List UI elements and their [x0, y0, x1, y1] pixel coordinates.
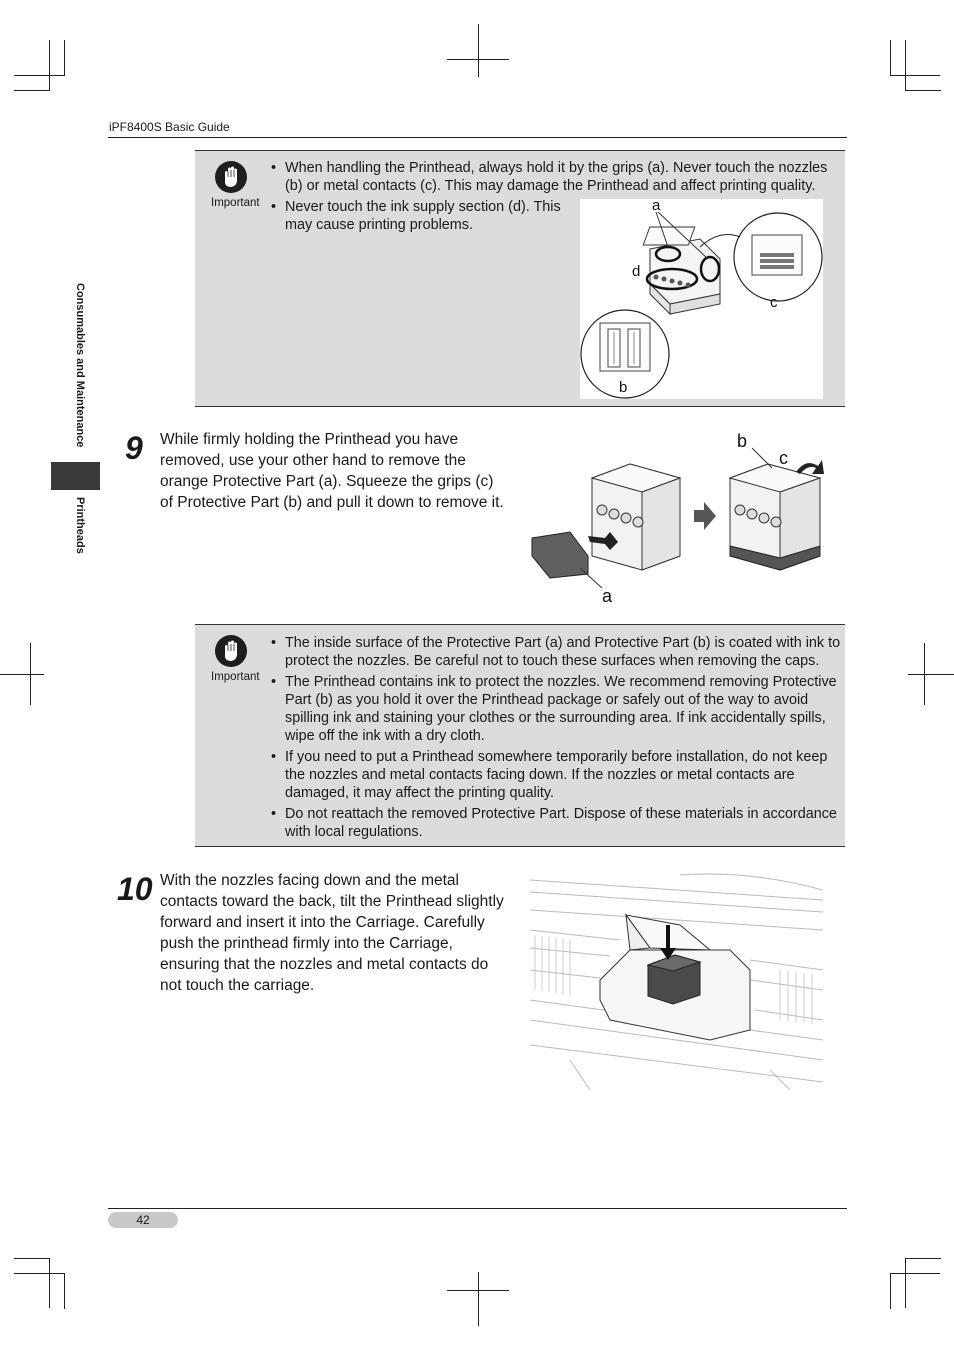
figure-label-a: a: [602, 586, 613, 606]
crop-mark: [14, 75, 64, 76]
document-title: iPF8400S Basic Guide: [109, 120, 230, 134]
step-number: 9: [125, 430, 143, 466]
crop-mark: [64, 40, 65, 76]
figure-label-b: b: [619, 379, 628, 396]
crop-mark: [905, 40, 906, 90]
insert-printhead-figure: [530, 870, 823, 1090]
important-note: [195, 624, 845, 847]
hand-stop-icon: [215, 635, 247, 667]
crop-mark: [49, 1258, 50, 1308]
registration-mark: [478, 1272, 479, 1326]
page-number: 42: [108, 1212, 178, 1228]
note-bullet: • The Printhead contains ink to protect the nozzles. We recommend removing Protective Part (b) as you hold it over the Printhead package or safely out of the way to avoid spilling ink and staining your clothes or the surrounding area. If ink accidentally spills, wipe off the ink with a dry cloth.: [271, 673, 841, 745]
registration-mark: [30, 643, 31, 705]
important-badge: [211, 635, 260, 683]
registration-mark: [924, 643, 925, 705]
side-subsection-label: Printheads: [74, 497, 86, 554]
protective-part-a: [532, 532, 588, 578]
figure-label-d: d: [632, 263, 641, 280]
step-instruction: While firmly holding the Printhead you have removed, use your other hand to remove the orange Protective Part (a). Squeeze the grips (c) of Protective Part (b) and pull it down to remove it.: [160, 431, 504, 511]
note-bullet: • The inside surface of the Protective Part (a) and Protective Part (b) is coated with ink to protect the nozzles. Be careful not to touch these surfaces when removing the caps.: [271, 634, 841, 670]
note-bullet-list: [271, 634, 841, 844]
important-badge: [211, 161, 260, 209]
crop-mark: [49, 40, 50, 90]
figure-label-a: a: [652, 199, 661, 214]
important-label: Important: [211, 197, 260, 209]
crop-mark: [890, 1273, 940, 1274]
crop-mark: [905, 90, 941, 91]
note-bullet-list: [271, 198, 561, 237]
crop-mark: [905, 1258, 906, 1308]
registration-mark: [908, 674, 954, 675]
header-divider: [108, 137, 847, 138]
grip-squeeze-arrow-icon: [796, 460, 824, 474]
hand-stop-icon: [215, 161, 247, 193]
note-bullet: • When handling the Printhead, always hold it by the grips (a). Never touch the nozzles (b) or metal contacts (c). This may damage the Printhead and affect printing quality.: [271, 159, 836, 195]
side-section-label: Consumables and Maintenance: [74, 283, 86, 448]
crop-mark: [64, 1273, 65, 1309]
crop-mark: [14, 1273, 64, 1274]
important-note: [195, 150, 845, 407]
crop-mark: [890, 40, 891, 76]
figure-label-b: b: [737, 431, 748, 451]
step-instruction: With the nozzles facing down and the metal contacts toward the back, tilt the Printhead slightly forward and insert it into the Carriage. Carefully push the printhead firmly into the Carriage, ensuring that the nozzles and metal contacts do not touch the carriage.: [160, 872, 504, 994]
next-step-arrow-icon: [694, 502, 716, 530]
note-bullet: • If you need to put a Printhead somewhere temporarily before installation, do not keep the nozzles and metal contacts facing down. If the nozzles or metal contacts are damaged, it may affect the printing quality.: [271, 748, 841, 802]
note-bullet-list: [271, 159, 836, 198]
crop-mark: [14, 1258, 50, 1259]
registration-mark: [0, 674, 44, 675]
crop-mark: [890, 75, 940, 76]
footer-divider: [108, 1208, 847, 1209]
note-bullet: • Do not reattach the removed Protective Part. Dispose of these materials in accordance with local regulations.: [271, 805, 841, 841]
registration-mark: [478, 24, 479, 77]
printhead-illustration: [648, 955, 700, 1004]
figure-label-c: c: [770, 294, 778, 311]
crop-mark: [890, 1273, 891, 1309]
printhead-illustration: [592, 464, 680, 570]
figure-label-c: c: [779, 448, 788, 468]
printhead-handling-figure: [580, 199, 823, 399]
crop-mark: [905, 1258, 941, 1259]
note-bullet: • Never touch the ink supply section (d). This may cause printing problems.: [271, 198, 561, 234]
crop-mark: [14, 90, 50, 91]
side-tab-marker: [51, 462, 100, 490]
step-number: 10: [117, 871, 153, 907]
important-label: Important: [211, 671, 260, 683]
remove-protective-part-figure: [530, 428, 830, 606]
